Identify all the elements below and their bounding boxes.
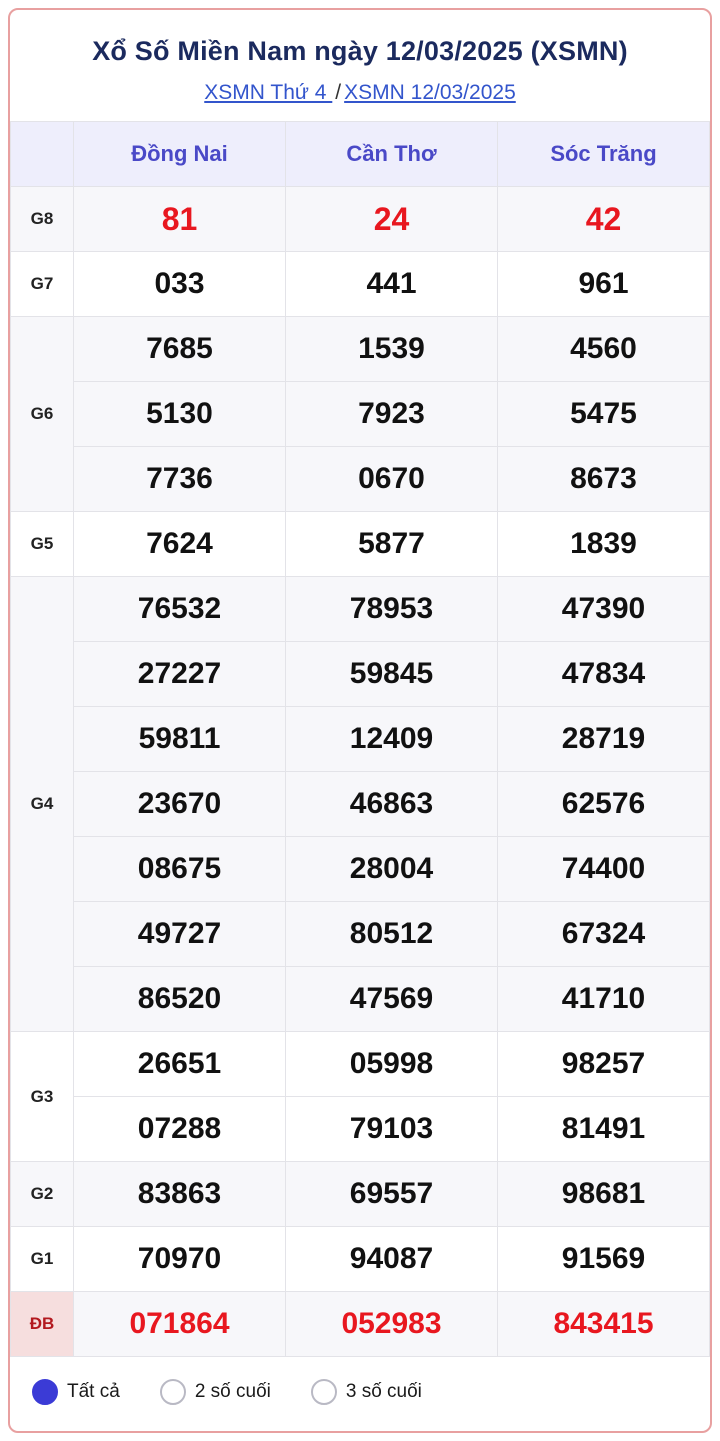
result-number: 26651 xyxy=(74,1032,286,1097)
table-row xyxy=(11,902,710,967)
result-number: 441 xyxy=(286,252,498,317)
table-row xyxy=(11,1162,710,1227)
table-row xyxy=(11,1097,710,1162)
breadcrumb xyxy=(10,67,710,121)
breadcrumb-link-date[interactable]: XSMN 12/03/2025 xyxy=(344,81,516,104)
column-header-dong-nai: Đồng Nai xyxy=(74,122,286,187)
radio-option-last-3[interactable] xyxy=(311,1379,422,1405)
radio-icon[interactable] xyxy=(160,1379,186,1405)
result-number: 052983 xyxy=(286,1292,498,1357)
result-number: 78953 xyxy=(286,577,498,642)
lottery-result-card xyxy=(8,8,712,1433)
result-number: 81491 xyxy=(498,1097,710,1162)
result-number: 033 xyxy=(74,252,286,317)
prize-label: G8 xyxy=(11,187,74,252)
radio-label: Tất cả xyxy=(67,1381,120,1402)
result-number: 80512 xyxy=(286,902,498,967)
result-number: 5877 xyxy=(286,512,498,577)
result-number: 46863 xyxy=(286,772,498,837)
result-number: 98257 xyxy=(498,1032,710,1097)
radio-label: 3 số cuối xyxy=(345,1381,422,1402)
result-number: 23670 xyxy=(74,772,286,837)
result-number: 49727 xyxy=(74,902,286,967)
result-number: 961 xyxy=(498,252,710,317)
table-row xyxy=(11,837,710,902)
result-number: 08675 xyxy=(74,837,286,902)
result-number: 62576 xyxy=(498,772,710,837)
radio-label: 2 số cuối xyxy=(194,1381,271,1402)
table-row xyxy=(11,1292,710,1357)
result-number: 94087 xyxy=(286,1227,498,1292)
column-header-soc-trang: Sóc Trăng xyxy=(498,122,710,187)
result-number: 67324 xyxy=(498,902,710,967)
result-number: 28719 xyxy=(498,707,710,772)
column-header-prize xyxy=(11,122,74,187)
radio-option-last-2[interactable] xyxy=(160,1379,271,1405)
result-number: 27227 xyxy=(74,642,286,707)
breadcrumb-separator: / xyxy=(335,81,342,104)
result-number: 24 xyxy=(286,187,498,252)
result-number: 91569 xyxy=(498,1227,710,1292)
table-row xyxy=(11,252,710,317)
breadcrumb-link-weekday[interactable]: XSMN Thứ 4 xyxy=(204,81,333,104)
result-number: 5475 xyxy=(498,382,710,447)
result-number: 1539 xyxy=(286,317,498,382)
result-number: 47390 xyxy=(498,577,710,642)
result-number: 12409 xyxy=(286,707,498,772)
radio-icon[interactable] xyxy=(32,1379,58,1405)
table-row xyxy=(11,317,710,382)
result-number: 59845 xyxy=(286,642,498,707)
table-header-row xyxy=(11,122,710,187)
result-number: 81 xyxy=(74,187,286,252)
prize-label: G2 xyxy=(11,1162,74,1227)
filter-options xyxy=(10,1357,710,1423)
table-header xyxy=(11,122,710,187)
prize-label-special: ĐB xyxy=(11,1292,74,1357)
result-number: 59811 xyxy=(74,707,286,772)
prize-label: G4 xyxy=(11,577,74,1032)
result-number: 70970 xyxy=(74,1227,286,1292)
result-number: 07288 xyxy=(74,1097,286,1162)
result-number: 79103 xyxy=(286,1097,498,1162)
result-number: 05998 xyxy=(286,1032,498,1097)
table-row xyxy=(11,967,710,1032)
radio-icon[interactable] xyxy=(311,1379,337,1405)
result-number: 47834 xyxy=(498,642,710,707)
result-number: 98681 xyxy=(498,1162,710,1227)
table-row xyxy=(11,577,710,642)
table-row xyxy=(11,382,710,447)
prize-label: G3 xyxy=(11,1032,74,1162)
result-number: 83863 xyxy=(74,1162,286,1227)
result-number: 4560 xyxy=(498,317,710,382)
prize-label: G7 xyxy=(11,252,74,317)
result-number: 7923 xyxy=(286,382,498,447)
table-row xyxy=(11,642,710,707)
table-row xyxy=(11,1032,710,1097)
prize-label: G1 xyxy=(11,1227,74,1292)
result-number: 74400 xyxy=(498,837,710,902)
results-table xyxy=(10,121,710,1357)
result-number: 69557 xyxy=(286,1162,498,1227)
result-number: 47569 xyxy=(286,967,498,1032)
page-title: Xổ Số Miền Nam ngày 12/03/2025 (XSMN) xyxy=(92,36,628,66)
table-row xyxy=(11,512,710,577)
result-number: 843415 xyxy=(498,1292,710,1357)
result-number: 0670 xyxy=(286,447,498,512)
result-number: 76532 xyxy=(74,577,286,642)
result-number: 071864 xyxy=(74,1292,286,1357)
table-row xyxy=(11,187,710,252)
table-row xyxy=(11,447,710,512)
table-row xyxy=(11,772,710,837)
result-number: 7624 xyxy=(74,512,286,577)
prize-label: G5 xyxy=(11,512,74,577)
result-number: 1839 xyxy=(498,512,710,577)
result-number: 42 xyxy=(498,187,710,252)
prize-label: G6 xyxy=(11,317,74,512)
result-number: 7736 xyxy=(74,447,286,512)
result-number: 28004 xyxy=(286,837,498,902)
table-row xyxy=(11,1227,710,1292)
result-number: 5130 xyxy=(74,382,286,447)
result-number: 86520 xyxy=(74,967,286,1032)
column-header-can-tho: Cần Thơ xyxy=(286,122,498,187)
result-number: 7685 xyxy=(74,317,286,382)
table-body xyxy=(11,187,710,1357)
table-row xyxy=(11,707,710,772)
radio-option-all[interactable] xyxy=(32,1379,120,1405)
result-number: 8673 xyxy=(498,447,710,512)
result-number: 41710 xyxy=(498,967,710,1032)
